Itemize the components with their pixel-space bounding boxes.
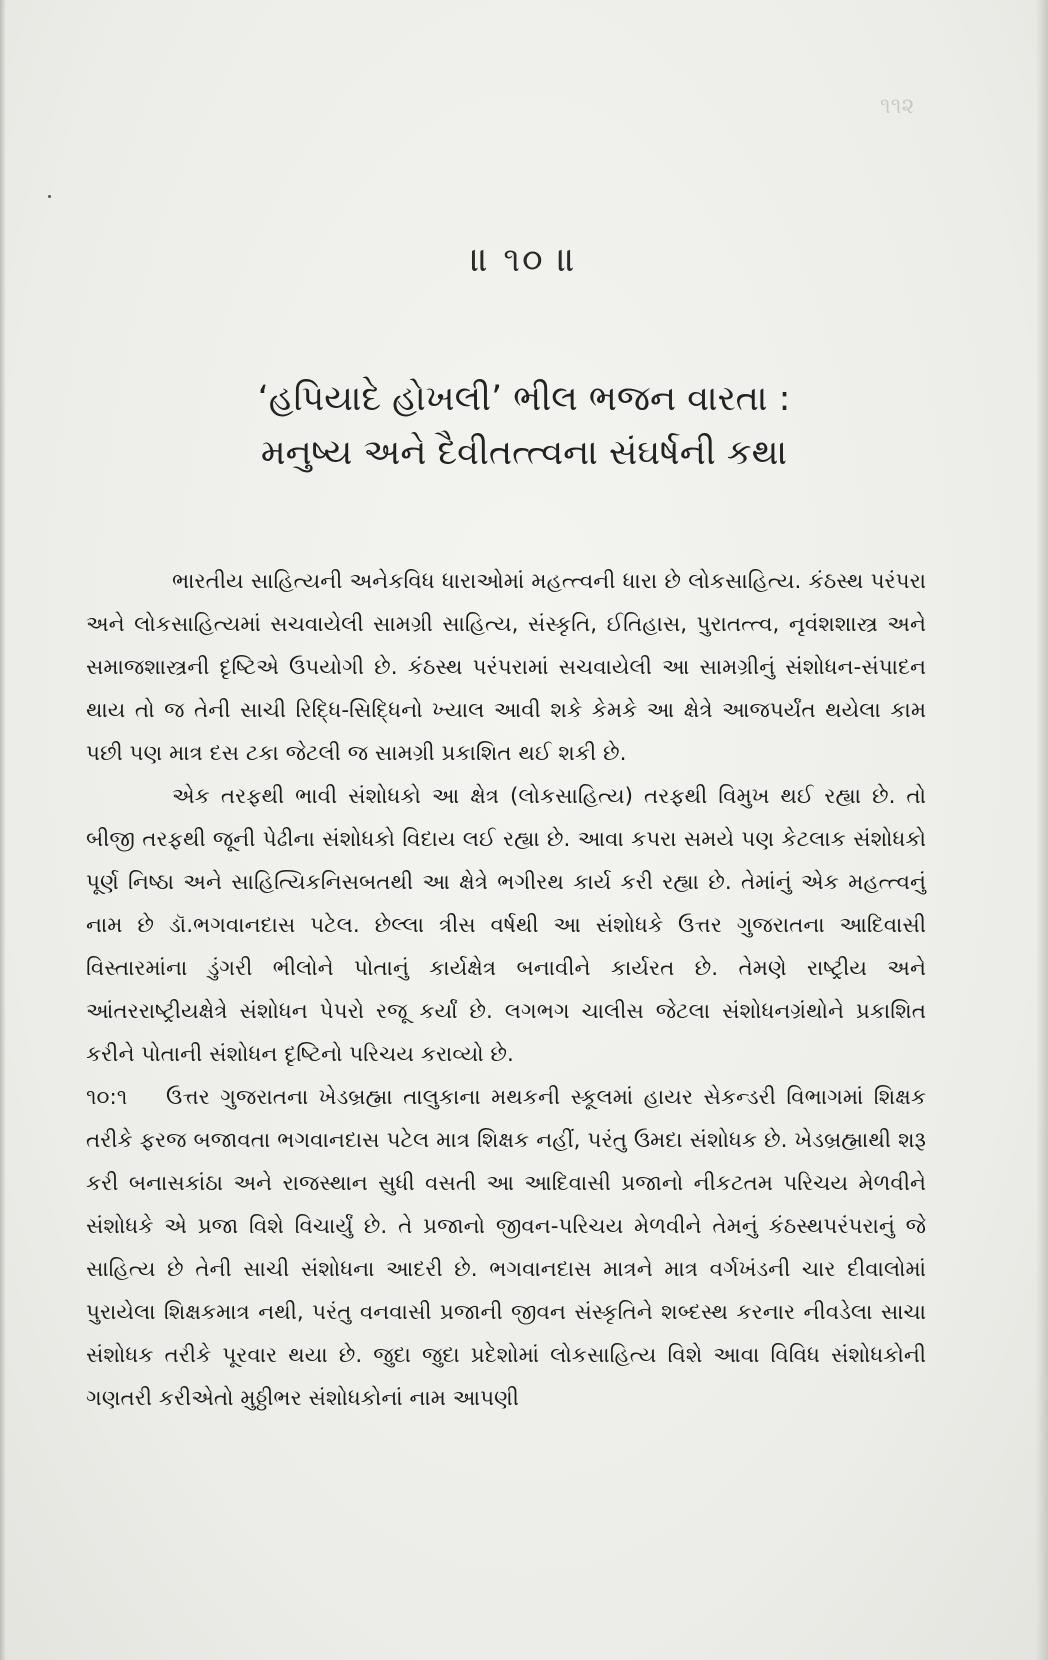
paragraph-2: એક તરફથી ભાવી સંશોધકો આ ક્ષેત્ર (લોકસાહિત્ય) તરફથી વિમુખ થઈ રહ્યા છે. તો બીજી તરફથી જૂની પેઢીના સંશોધકો વિદાય લઈ રહ્યા છે. આવા કપરા સમયે પણ કેટલાક સંશોધકો પૂર્ણ નિષ્ઠા અને સાહિત્યિકનિસબતથી આ ક્ષેત્રે ભગીરથ કાર્ય કરી રહ્યા છે. તેમાંનું એક મહત્ત્વનું નામ છે ડૉ.ભગવાનદાસ પટેલ. છેલ્લા ત્રીસ વર્ષથી આ સંશોધકે ઉત્તર ગુજરાતના આદિવાસી વિસ્તારમાંના ડુંગરી ભીલોને પોતાનું કાર્યક્ષેત્ર બનાવીને કાર્યરત છે. તેમણે રાષ્ટ્રીય અને આંતરરાષ્ટ્રીયક્ષેત્રે સંશોધન પેપરો રજૂ કર્યાં છે. લગભગ ચાલીસ જેટલા સંશોધનગ્રંથોને પ્રકાશિત કરીને પોતાની સંશોધન દૃષ્ટિનો પરિચય કરાવ્યો છે.	[86, 784, 926, 1067]
ink-dot	[48, 195, 51, 198]
body-text	[86, 560, 926, 1420]
numbered-paragraph-text: ઉત્તર ગુજરાતના ખેડબ્રહ્મા તાલુકાના મથકની સ્કૂલમાં હાયર સેકન્ડરી વિભાગમાં શિક્ષક તરીકે ફરજ બજાવતા ભગવાનદાસ પટેલ માત્ર શિક્ષક નહીં, પરંતુ ઉમદા સંશોધક છે. ખેડબ્રહ્માથી શરૂ કરી બનાસકાંઠા અને રાજસ્થાન સુધી વસતી આ આદિવાસી પ્રજાનો નીકટતમ પરિચય મેળવીને સંશોધકે એ પ્રજા વિશે વિચાર્યું છે. તે પ્રજાનો જીવન-પરિચય મેળવીને તેમનું કંઠસ્થપરંપરાનું જે સાહિત્ય છે તેની સાચી સંશોધના આદરી છે. ભગવાનદાસ માત્રને માત્ર વર્ગખંડની ચાર દીવાલોમાં પુરાયેલા શિક્ષકમાત્ર નથી, પરંતુ વનવાસી પ્રજાની જીવન સંસ્કૃતિને શબ્દસ્થ કરનાર નીવડેલા સાચા સંશોધક તરીકે પૂરવાર થયા છે. જુદા જુદા પ્રદેશોમાં લોકસાહિત્ય વિશે આવા વિવિધ સંશોધકોની ગણતરી કરીએતો મુઠ્ઠીભર સંશોધકોનાં નામ આપણી	[86, 1085, 926, 1411]
chapter-title-line-1: ‘હપિયાદે હોખલી’ ભીલ ભજન વારતા :	[257, 379, 791, 419]
numbered-paragraph	[86, 1076, 926, 1420]
paragraph-number: ૧૦:૧	[86, 1085, 128, 1110]
page-number: ૧૧૨	[880, 94, 915, 119]
chapter-number: ॥ ૧૦ ॥	[470, 240, 578, 280]
chapter-title	[0, 372, 1048, 480]
chapter-title-line-2: મનુષ્ય અને દૈવીતત્ત્વના સંઘર્ષની કથા	[260, 433, 788, 473]
paragraph-1: ભારતીય સાહિત્યની અનેકવિધ ધારાઓમાં મહત્ત્વની ધારા છે લોકસાહિત્ય. કંઠસ્થ પરંપરા અને લોકસાહિત્યમાં સચવાયેલી સામગ્રી સાહિત્ય, સંસ્કૃતિ, ઈતિહાસ, પુરાતત્ત્વ, નૃવંશશાસ્ત્ર અને સમાજશાસ્ત્રની દૃષ્ટિએ ઉપયોગી છે. કંઠસ્થ પરંપરામાં સચવાયેલી આ સામગ્રીનું સંશોધન-સંપાદન થાય તો જ તેની સાચી રિદ્ધિ-સિદ્ધિનો ખ્યાલ આવી શકે કેમકે આ ક્ષેત્રે આજપર્યંત થયેલા કામ પછી પણ માત્ર દસ ટકા જેટલી જ સામગ્રી પ્રકાશિત થઈ શકી છે.	[86, 569, 926, 766]
